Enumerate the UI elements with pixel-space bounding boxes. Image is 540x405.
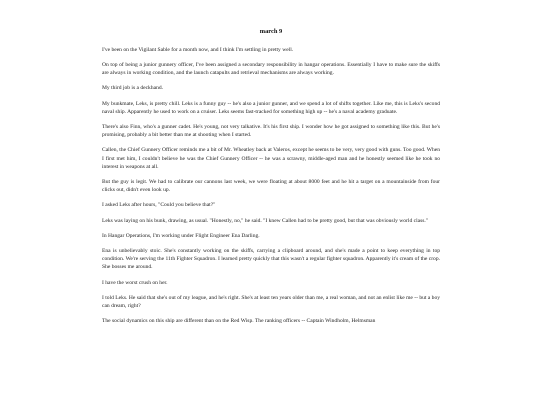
paragraph: The social dynamics on this ship are different than on the Red Wisp. The ranking officers -- Captain Windholm, Helmsman [102,318,376,325]
paragraph: My bunkmate, Leks, is pretty chill. Leks is a funny guy -- he's also a junior gunner, and we spend a lot of shifts together. Like me, this is Leks's second naval ship. Apparently he used to work on a cruiser. Leks seems fast-tracked for something high up -- he's a naval academy graduate. [102,100,440,115]
paragraph: I told Leks. He said that she's out of my league, and he's right. She's at least ten years older than me, a real woman, and not an enlist like me -- but a boy can dream, right? [102,295,440,310]
paragraph: I have the worst crush on her. [102,279,168,286]
paragraph: But the guy is legit. We had to calibrate our cannons last week, we were floating at about 8000 feet and he hit a target on a mountainside from four clicks out, didn't even look up. [102,178,440,193]
paragraph: On top of being a junior gunnery officer, I've been assigned a secondary responsibility in hangar operations. Essentially I have to make sure the skiffs are always in working condition, and the launch catapults and retrieval mechanisms are always working. [102,61,440,76]
paragraph: There's also Finn, who's a gunner cadet. He's young, not very talkative. It's his first ship. I wonder how he got assigned to something like this. But he's promising, probably a bit better than me at shooting when I started. [102,124,440,139]
paragraph: I've been on the Vigilant Sable for a month now, and I think I'm settling in pretty well. [102,46,294,53]
journal-entry [102,28,440,333]
paragraph: I asked Leks after hours, "Could you believe that?" [102,202,216,209]
paragraph: Callen, the Chief Gunnery Officer reminds me a bit of Mr. Wheatley back at Valeros, except he seems to be very, very good with guns. Too good. When I first met him, I couldn't believe he was the Chief Gunnery Officer -- he was a scrawny, middle-aged man and he honestly seemed like he took no interest in weapons at all. [102,147,440,170]
entry-date-heading: march 9 [259,28,283,35]
paragraph: My third job is a deckhand. [102,85,164,92]
paragraph: In Hangar Operations, I'm working under Flight Engineer Ena Darling. [102,232,260,239]
paragraph: Ena is unbelievably stoic. She's constantly working on the skiffs, carrying a clipboard around, and she's made a point to keep everything in top condition. We're serving the 11th Fighter Squadron. I learned pretty quickly that this wasn't a regular fighter squadron. Apparently it's cream of the crop. She bosses me around. [102,248,440,271]
paragraph: Leks was laying on his bunk, drawing, as usual. "Honestly, no," he said. "I knew Callen had to be pretty good, but that was obviously world class." [102,217,429,224]
